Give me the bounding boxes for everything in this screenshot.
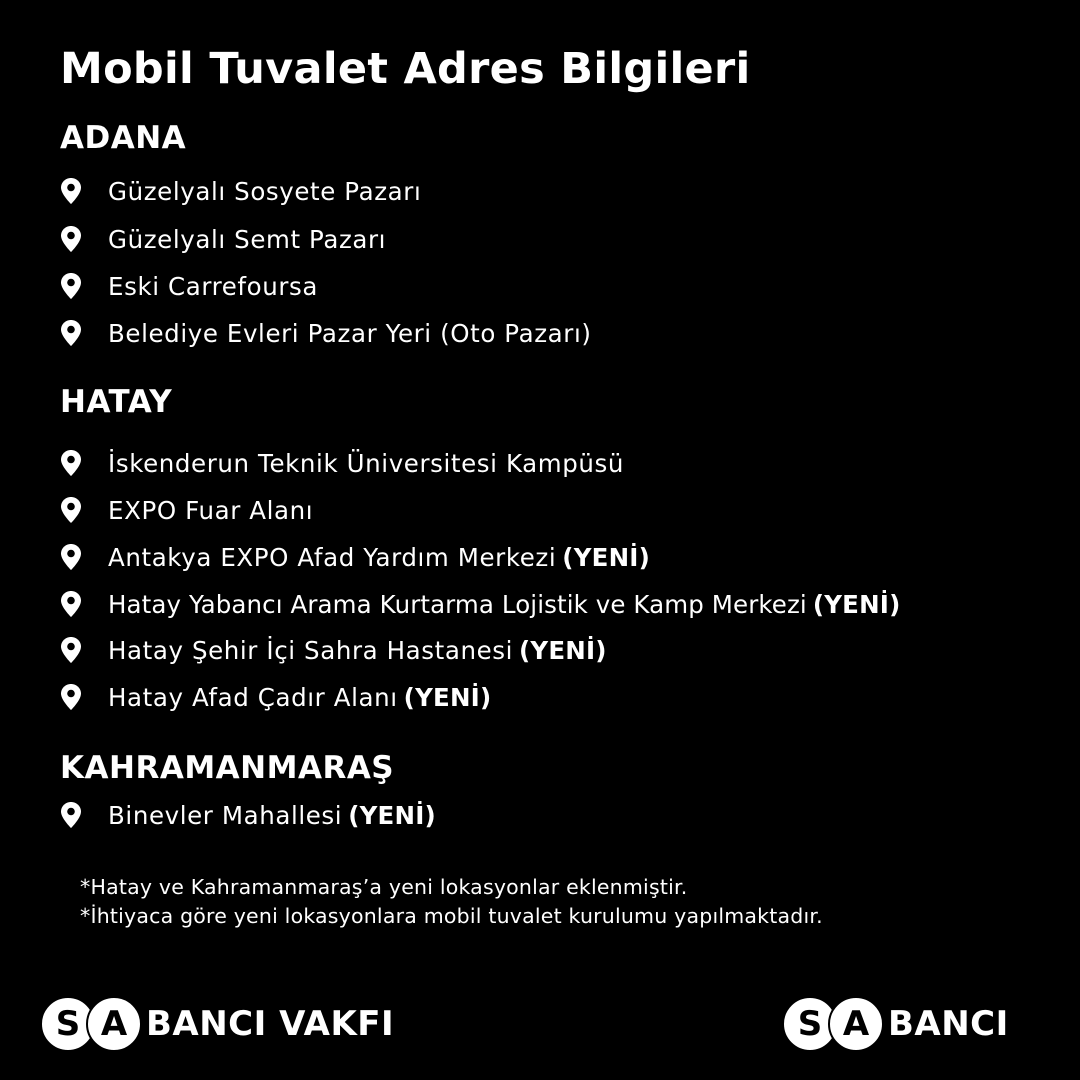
new-badge: (YENİ) (562, 542, 650, 572)
region-heading-hatay: HATAY (60, 384, 173, 420)
list-item (60, 221, 386, 257)
logo-circle-a: A (86, 996, 142, 1052)
map-pin-icon (61, 178, 81, 204)
map-pin-icon (61, 544, 81, 570)
map-pin-icon (61, 591, 81, 617)
list-item (60, 586, 901, 622)
map-pin-icon (61, 273, 81, 299)
new-badge: (YENİ) (519, 635, 607, 665)
logo-circle-s: S (782, 996, 838, 1052)
new-badge: (YENİ) (812, 589, 901, 619)
footnote: *İhtiyaca göre yeni lokasyonlara mobil tuvalet kurulumu yapılmaktadır. (80, 904, 823, 928)
map-pin-icon (61, 497, 81, 523)
map-pin-icon (61, 320, 81, 346)
list-item (60, 445, 624, 481)
item-text: Antakya EXPO Afad Yardım Merkezi (108, 542, 557, 572)
list-item (60, 797, 436, 833)
item-text: Hatay Afad Çadır Alanı (108, 682, 398, 712)
logo-text: BANCI (888, 1004, 1009, 1044)
item-text: Eski Carrefoursa (108, 271, 318, 301)
item-text: İskenderun Teknik Üniversitesi Kampüsü (108, 448, 625, 478)
item-text: Hatay Şehir İçi Sahra Hastanesi (108, 635, 514, 665)
item-text: Hatay Yabancı Arama Kurtarma Lojistik ve Kamp Merkezi (108, 589, 807, 619)
map-pin-icon (61, 450, 81, 476)
map-pin-icon (61, 684, 81, 710)
page-title: Mobil Tuvalet Adres Bilgileri (60, 44, 751, 94)
list-item (60, 315, 592, 351)
item-text: Belediye Evleri Pazar Yeri (Oto Pazarı) (108, 318, 592, 348)
logo-circle-s: S (40, 996, 96, 1052)
item-text: Güzelyalı Sosyete Pazarı (108, 176, 422, 206)
new-badge: (YENİ) (348, 800, 436, 830)
sabanci-vakfi-logo (40, 995, 394, 1053)
region-heading-adana: ADANA (60, 120, 187, 156)
sabanci-logo (782, 995, 1009, 1053)
list-item (60, 539, 650, 575)
list-item (60, 632, 607, 668)
item-text: Binevler Mahallesi (108, 800, 343, 830)
list-item (60, 492, 313, 528)
new-badge: (YENİ) (403, 682, 492, 712)
list-item (60, 173, 421, 209)
logo-circle-a: A (828, 996, 884, 1052)
map-pin-icon (61, 802, 81, 828)
logo-text: BANCI VAKFI (146, 1004, 395, 1044)
list-item (60, 268, 318, 304)
map-pin-icon (61, 637, 81, 663)
item-text: EXPO Fuar Alanı (108, 495, 314, 525)
list-item (60, 679, 491, 715)
footnotes (80, 873, 823, 931)
item-text: Güzelyalı Semt Pazarı (108, 224, 387, 254)
map-pin-icon (61, 226, 81, 252)
footnote: *Hatay ve Kahramanmaraş’a yeni lokasyonlar eklenmiştir. (80, 875, 688, 899)
region-heading-kahramanmaras: KAHRAMANMARAŞ (60, 750, 395, 786)
